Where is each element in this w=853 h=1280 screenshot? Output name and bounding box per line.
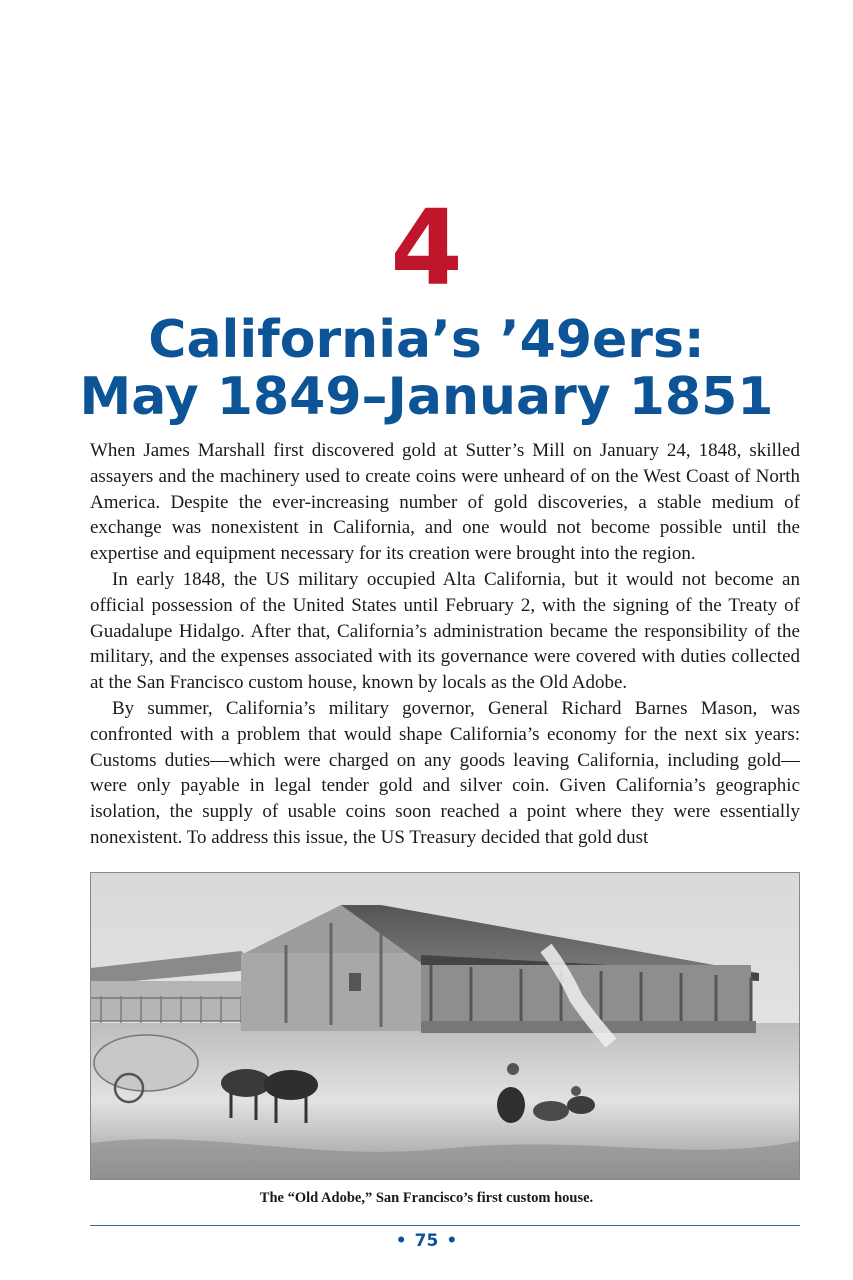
page-number: 75 — [414, 1231, 439, 1251]
page-footer — [0, 1231, 853, 1251]
chapter-title-line-2: May 1849–January 1851 — [79, 367, 774, 427]
bullet-right: • — [446, 1231, 458, 1251]
paragraph: In early 1848, the US military occupied Alta California, but it would not become an official possession of the United States until February 2, with the signing of the Treaty of Guadalupe Hidalgo. After that, California’s administration became the responsibility of the military, and the expenses associated with its governance were covered with duties collected at the San Francisco custom house, known by locals as the Old Adobe. — [90, 568, 800, 694]
body-text — [90, 438, 800, 851]
figure-caption: The “Old Adobe,” San Francisco’s first custom house. — [259, 1190, 594, 1206]
chapter-number: 4 — [390, 187, 463, 309]
paragraph: By summer, California’s military governor, General Richard Barnes Mason, was confronted with a problem that would shape California’s economy for the next six years: Customs duties—which were charged on any goods leaving California, including gold—were only payable in legal tender gold and silver coin. Given California’s geographic isolation, the supply of usable coins soon reached a point where they were essentially nonexistent. To address this issue, the US Treasury decided that gold dust — [90, 697, 800, 848]
bullet-left: • — [395, 1231, 407, 1251]
old-adobe-drawing — [91, 873, 799, 1179]
footer-rule — [90, 1225, 800, 1226]
paragraph: When James Marshall first discovered gold at Sutter’s Mill on January 24, 1848, skilled assayers and the machinery used to create coins were unheard of on the West Coast of North America. Despite the ever-increasing number of gold discoveries, a stable medium of exchange was nonexistent in California, and one would not become possible until the expertise and equipment necessary for its creation were brought into the region. — [90, 440, 800, 565]
chapter-title — [40, 312, 813, 426]
old-adobe-illustration — [90, 872, 800, 1180]
chapter-title-line-1: California’s ’49ers: — [148, 310, 705, 370]
